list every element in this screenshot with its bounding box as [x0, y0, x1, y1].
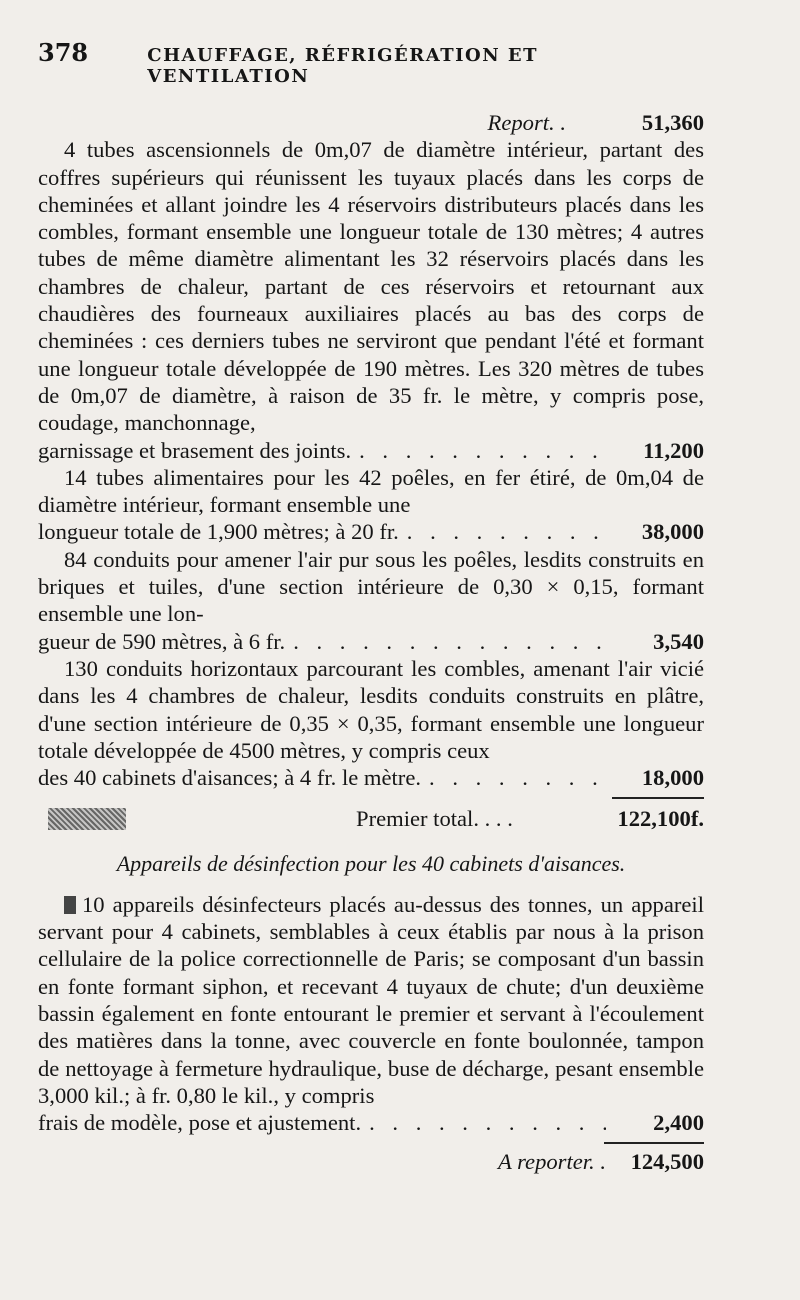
appareils-amount: 2,400 — [653, 1110, 704, 1136]
running-title: CHAUFFAGE, RÉFRIGÉRATION ET VENTILATION — [147, 45, 539, 87]
item-last-line: des 40 cabinets d'aisances; à 4 fr. le mètre. — [38, 765, 422, 791]
item-amount: 38,000 — [641, 519, 704, 545]
item-text: 84 conduits pour amener l'air pur sous les poêles, lesdits construits en briques et tuiles, d'une section intérieure de 0,30 × 0,15, formant ensemble une lon- — [38, 546, 704, 627]
library-stamp — [48, 808, 126, 830]
item-last-line: longueur totale de 1,900 mètres; à 20 fr. — [38, 519, 399, 545]
print-mark — [64, 896, 76, 914]
page-header — [38, 38, 704, 87]
dot-leader — [421, 764, 606, 791]
item-amount-row — [38, 764, 704, 791]
footer-row — [38, 1148, 704, 1175]
report-amount: 51,360 — [641, 110, 704, 135]
appareils-body: 10 appareils désinfecteurs placés au-dessus des tonnes, un appareil servant pour 4 cabinets, semblables à ceux établis par nous à la prison cellulaire de la police correctionnelle de Paris; se composant d'un bassin en fonte formant siphon, et recevant 4 tuyaux de chute; d'un deuxième bassin également en fonte entourant le premier et servant à l'écoulement des matières dans la tonne, avec couvercle en fonte boulonnée, tampon de nettoyage à fermeture hydraulique, buse de décharge, pesant ensemble 3,000 kil.; à fr. 0,80 le kil., y compris — [38, 891, 704, 1108]
dot-leader — [399, 518, 606, 545]
total-amount: 122,100f. — [617, 806, 704, 832]
item-amount-row — [38, 518, 704, 545]
item-amount-row — [38, 628, 704, 655]
item-last-line: garnissage et brasement des joints. — [38, 437, 352, 463]
total-rule — [612, 797, 704, 799]
item-amount-row — [38, 437, 704, 464]
footer-rule — [604, 1142, 704, 1144]
dot-leader — [351, 437, 606, 464]
item-text: 4 tubes ascensionnels de 0m,07 de diamètre intérieur, partant des coffres supérieurs qui réunissent les tuyaux placés dans les corps de cheminées et allant joindre les 4 réservoirs distributeurs placés dans les combles, formant ensemble une longueur totale de 130 mètres; 4 autres tubes de même diamètre alimentant les 32 réservoirs placés dans les chambres de chaleur, partant de ces réservoirs et retournant aux chaudières des fourneaux auxiliaires placés au bas des corps de cheminées : ces derniers tubes ne serviront que pendant l'été et formant une longueur totale développée de 190 mètres. Les 320 mètres de tubes de 0m,07 de diamètre, à raison de 35 fr. le mètre, y compris pose, coudage, manchonnage, — [38, 137, 704, 436]
report-row — [38, 109, 704, 136]
item-amount: 3,540 — [653, 628, 704, 654]
total-row — [38, 805, 704, 832]
item-last-line: gueur de 590 mètres, à 6 fr. — [38, 628, 286, 654]
dot-leader — [361, 1109, 606, 1136]
footer-amount: 124,500 — [630, 1149, 704, 1175]
footer-label: A reporter. . — [498, 1149, 606, 1175]
item-amount: 18,000 — [641, 765, 704, 791]
item-text: 130 conduits horizontaux parcourant les combles, amenant l'air vicié dans les 4 chambres de chaleur, lesdits conduits construits en plâtre, d'une section intérieure de 0,35 × 0,35, formant ensemble une longueur totale développée de 4500 mètres, y compris ceux — [38, 655, 704, 763]
appareils-text — [38, 891, 704, 1109]
dot-leader — [285, 628, 606, 655]
section-title: Appareils de désinfection pour les 40 cabinets d'aisances. — [116, 850, 626, 876]
page-number: 378 — [38, 38, 89, 67]
item-amount: 11,200 — [643, 437, 704, 463]
item-text: 14 tubes alimentaires pour les 42 poêles, en fer étiré, de 0m,04 de diamètre intérieur, formant ensemble une — [38, 464, 704, 518]
report-label: Report. . — [487, 110, 566, 135]
appareils-amount-row — [38, 1109, 704, 1136]
total-label: Premier total. . . . — [356, 806, 513, 832]
appareils-last-line: frais de modèle, pose et ajustement. — [38, 1110, 362, 1136]
